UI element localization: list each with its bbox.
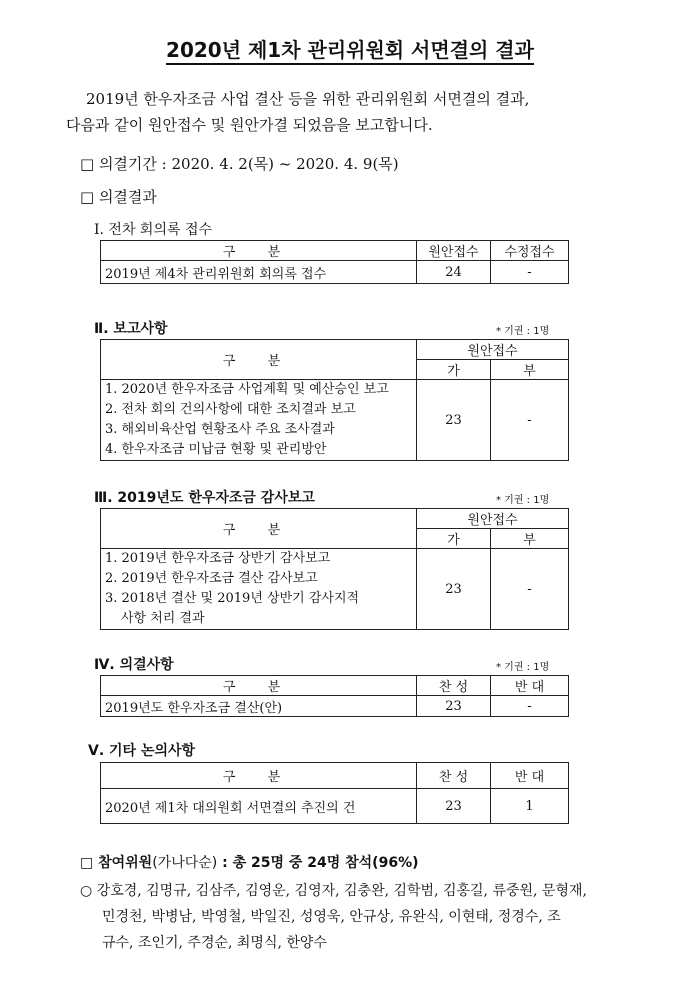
abstain-note: * 기권 : 1명 [496, 662, 550, 673]
participants-list [80, 878, 650, 956]
table-cell: 24 [417, 261, 491, 284]
section-title: Ⅱ. 보고사항 [94, 321, 168, 337]
list-item: 규수, 조인기, 주경순, 최명식, 한양수 [102, 935, 327, 951]
table-cell: - [491, 261, 569, 284]
section-title: Ⅰ. 전차 회의록 접수 [94, 222, 212, 238]
column-header: 구 분 [101, 676, 417, 696]
table-audit [100, 508, 569, 630]
table-cell [101, 549, 417, 630]
column-header: 부 [491, 529, 569, 549]
column-header: 부 [491, 360, 569, 380]
column-header: 구 분 [101, 509, 417, 549]
table-cell: - [491, 696, 569, 717]
column-header: 구 분 [101, 763, 417, 789]
list-item: 3. 해외비육산업 현황조사 주요 조사결과 [105, 422, 335, 437]
table-cell: 2020년 제1차 대의원회 서면결의 추진의 건 [101, 789, 417, 824]
column-header: 찬 성 [417, 676, 491, 696]
abstain-note: * 기권 : 1명 [496, 326, 550, 337]
table-cell: 23 [417, 789, 491, 824]
list-item: 2. 2019년 한우자조금 결산 감사보고 [105, 571, 318, 586]
section-title: Ⅳ. 의결사항 [94, 657, 174, 673]
list-item: 3. 2018년 결산 및 2019년 상반기 감사지적 [105, 591, 360, 606]
section-title: Ⅲ. 2019년도 한우자조금 감사보고 [94, 490, 315, 506]
column-header: 구 분 [101, 340, 417, 380]
page-title: 2020년 제1차 관리위원회 서면결의 결과 [0, 34, 700, 63]
table-cell: - [491, 380, 569, 461]
column-header: 구 분 [101, 241, 417, 261]
column-header: 반 대 [491, 763, 569, 789]
list-item: 4. 한우자조금 미납금 현황 및 관리방안 [105, 442, 327, 457]
table-other-matters [100, 762, 569, 824]
participants-order: (가나다순) [152, 855, 218, 871]
table-prior-minutes [100, 240, 569, 284]
participants-count: : 총 25명 중 24명 참석(96%) [217, 855, 419, 871]
intro-line: 2019년 한우자조금 사업 결산 등을 위한 관리위원회 서면결의 결과, [86, 90, 530, 108]
column-header: 찬 성 [417, 763, 491, 789]
table-reports [100, 339, 569, 461]
list-item: 1. 2020년 한우자조금 사업계획 및 예산승인 보고 [105, 382, 389, 397]
table-cell: 2019년 제4차 관리위원회 회의록 접수 [101, 261, 417, 284]
table-cell: 23 [417, 380, 491, 461]
table-cell: - [491, 549, 569, 630]
result-heading: □ 의결결과 [80, 188, 157, 206]
table-cell: 2019년도 한우자조금 결산(안) [101, 696, 417, 717]
column-header: 가 [417, 360, 491, 380]
section-title: Ⅴ. 기타 논의사항 [88, 743, 196, 759]
table-cell: 23 [417, 696, 491, 717]
column-header: 원안접수 [417, 509, 569, 529]
intro-paragraph [66, 86, 666, 138]
list-item: 사항 처리 결과 [121, 611, 205, 626]
column-header: 원안접수 [417, 340, 569, 360]
voting-period: □ 의결기간 : 2020. 4. 2(목) ~ 2020. 4. 9(목) [80, 155, 399, 173]
list-item: 2. 전차 회의 건의사항에 대한 조치결과 보고 [105, 402, 356, 417]
intro-line: 다음과 같이 원안접수 및 원안가결 되었음을 보고합니다. [66, 116, 433, 134]
column-header: 원안접수 [417, 241, 491, 261]
column-header: 수정접수 [491, 241, 569, 261]
table-resolutions [100, 675, 569, 717]
participants-label: □ 참여위원 [80, 855, 153, 871]
table-cell: 23 [417, 549, 491, 630]
list-item: 1. 2019년 한우자조금 상반기 감사보고 [105, 551, 331, 566]
participants-summary [80, 852, 419, 872]
list-item: ○ 강호경, 김명규, 김삼주, 김영운, 김영자, 김충완, 김학범, 김홍길, 류중원, 문형재, [80, 883, 587, 899]
column-header: 반 대 [491, 676, 569, 696]
table-cell: 1 [491, 789, 569, 824]
table-cell [101, 380, 417, 461]
list-item: 민경천, 박병남, 박영철, 박일진, 성영욱, 안규상, 유완식, 이현태, 정경수, 조 [102, 909, 561, 925]
abstain-note: * 기권 : 1명 [496, 495, 550, 506]
column-header: 가 [417, 529, 491, 549]
